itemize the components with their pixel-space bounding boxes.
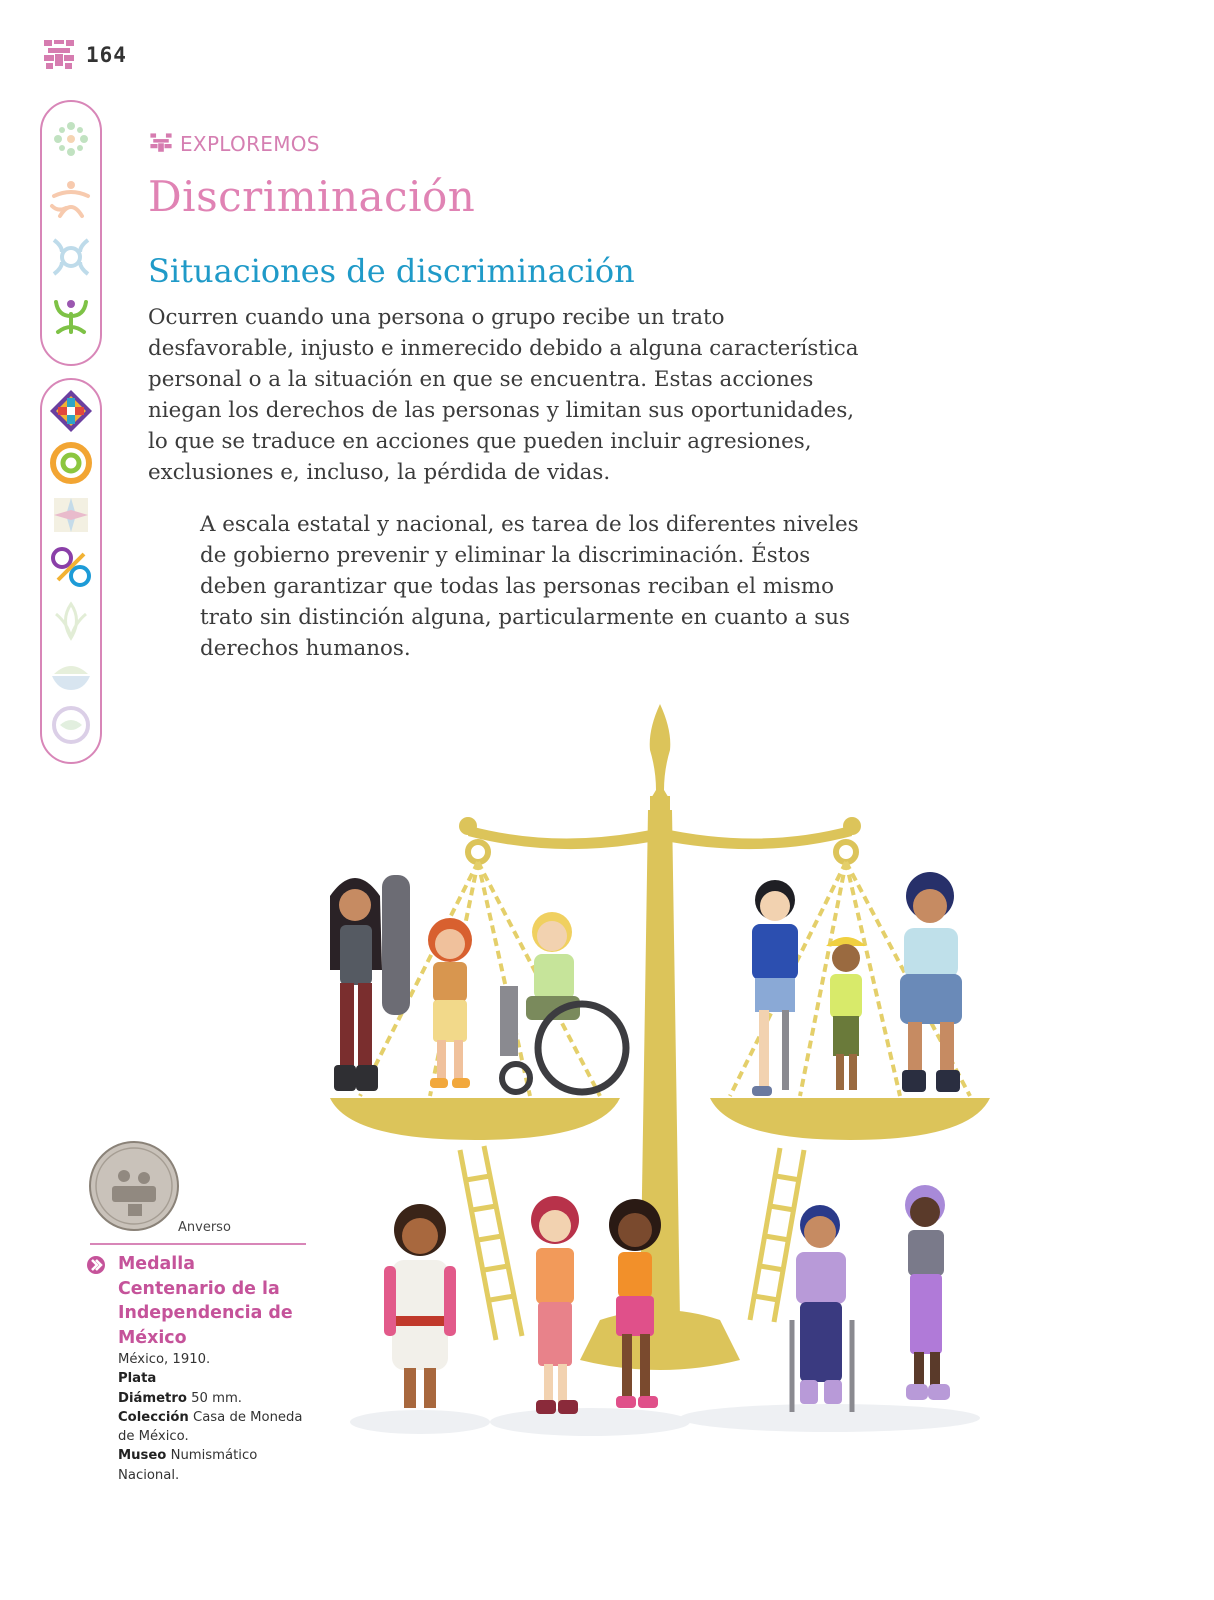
chevron-right-icon bbox=[86, 1255, 106, 1275]
sidebar-rail-bottom bbox=[40, 378, 102, 764]
medal-collection-value: Casa de Moneda de México. bbox=[118, 1409, 303, 1445]
diamond-cross-icon bbox=[48, 388, 94, 434]
glyph-ornament-icon bbox=[148, 132, 174, 156]
section-label-row bbox=[148, 132, 320, 156]
body-paragraph-indented: A escala estatal y nacional, es tarea de los diferentes niveles de gobierno prevenir y eliminar la discriminación. Éstos deben garantizar que todas las personas reciban el mismo trato sin distinción alguna, particularmente en cuanto a sus derechos humanos. bbox=[200, 512, 859, 661]
medal-museum-label: Museo bbox=[118, 1448, 167, 1464]
bowl-icon bbox=[48, 650, 94, 696]
caption-divider bbox=[90, 1243, 306, 1245]
lotus-icon bbox=[48, 598, 94, 644]
page-title: Discriminación bbox=[148, 172, 476, 221]
eye-circle-icon bbox=[48, 702, 94, 748]
flower-dots-icon bbox=[48, 116, 94, 162]
section-label: EXPLOREMOS bbox=[180, 132, 320, 156]
glyph-ornament-icon bbox=[42, 38, 76, 72]
medal-place-year: México, 1910. bbox=[118, 1352, 211, 1367]
medal-museum-value: Numismático Nacional. bbox=[118, 1448, 258, 1483]
page-number: 164 bbox=[86, 43, 127, 67]
justice-scale-people-illustration bbox=[300, 700, 1000, 1450]
medal-diameter-value: 50 mm. bbox=[191, 1390, 242, 1406]
medal-image bbox=[88, 1140, 180, 1232]
figure-ring-icon bbox=[48, 234, 94, 280]
section-subtitle: Situaciones de discriminación bbox=[148, 252, 635, 290]
sidebar-rail-top bbox=[40, 100, 102, 366]
medal-title: Medalla Centenario de la Independencia de México bbox=[118, 1254, 293, 1348]
medal-side-label: Anverso bbox=[178, 1220, 231, 1235]
medal-collection-label: Colección bbox=[118, 1409, 189, 1425]
medal-details bbox=[118, 1350, 318, 1485]
spiral-circle-icon bbox=[48, 440, 94, 486]
body-paragraph: Ocurren cuando una persona o grupo recibe un trato desfavorable, injusto e inmerecido debido a alguna característica personal o a la situación en que se encuentra. Estas acciones niegan los derechos de las personas y limitan sus oportunidades, lo que se traduce en acciones que pueden incluir agresiones, exclusiones e, incluso, la pérdida de vidas. bbox=[148, 305, 859, 485]
square-star-icon bbox=[48, 492, 94, 538]
medal-diameter-label: Diámetro bbox=[118, 1390, 187, 1406]
figure-swirl-icon bbox=[48, 176, 94, 222]
page-header bbox=[42, 38, 127, 72]
medal-material: Plata bbox=[118, 1371, 157, 1387]
sprout-figure-icon bbox=[48, 292, 94, 338]
percent-rings-icon bbox=[48, 544, 94, 590]
